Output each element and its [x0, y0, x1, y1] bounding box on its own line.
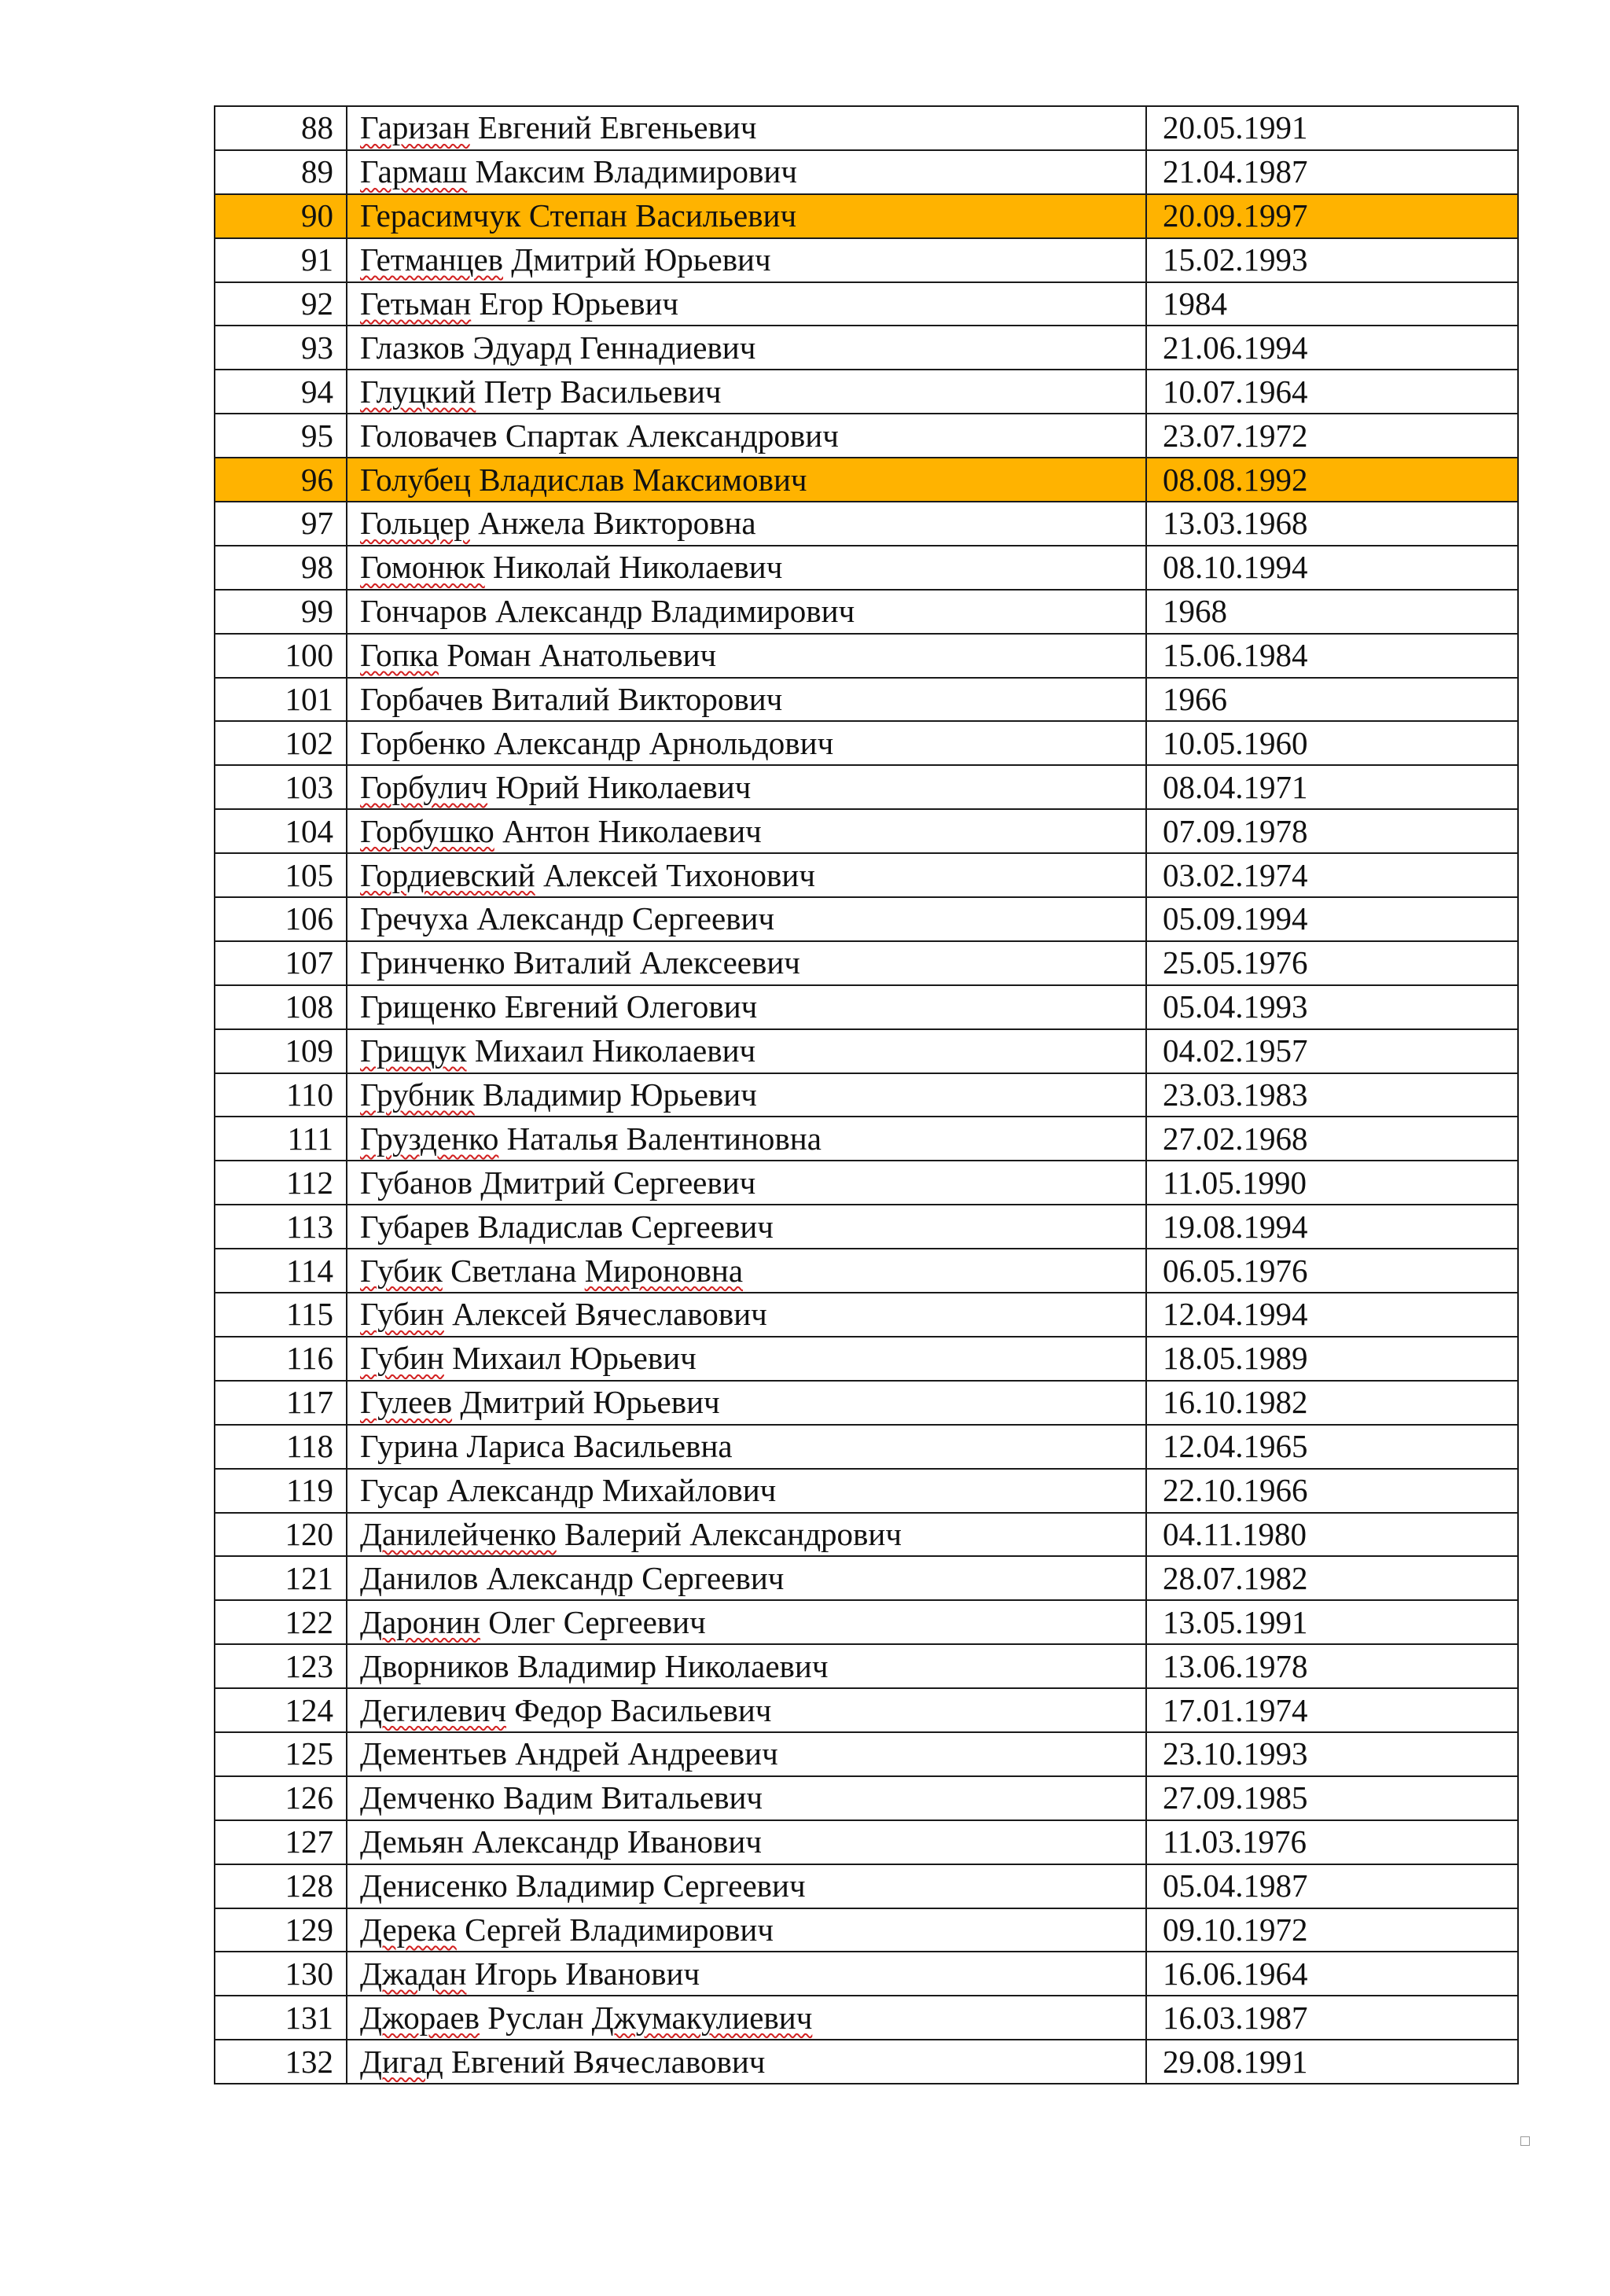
surname: Дегилевич [360, 1691, 507, 1728]
row-number: 116 [215, 1337, 347, 1381]
person-name-cell [347, 1688, 1146, 1732]
birth-date-cell: 09.10.1972 [1146, 1908, 1518, 1952]
birth-date-cell: 29.08.1991 [1146, 2040, 1518, 2084]
birth-date-cell: 05.04.1987 [1146, 1864, 1518, 1908]
person-name-cell [347, 2040, 1146, 2084]
surname: Гринченко [360, 944, 505, 981]
surname: Грищенко [360, 988, 497, 1025]
table-row [215, 634, 1518, 678]
birth-date-cell: 1966 [1146, 678, 1518, 722]
birth-date-cell: 20.09.1997 [1146, 194, 1518, 238]
table-row [215, 194, 1518, 238]
table-row [215, 1556, 1518, 1600]
given-names: Егор Юрьевич [471, 285, 679, 322]
surname: Герасимчук [360, 197, 521, 234]
person-name-cell [347, 458, 1146, 502]
birth-date-cell: 21.06.1994 [1146, 326, 1518, 370]
table-row [215, 1205, 1518, 1249]
surname: Горбулич [360, 768, 488, 805]
table-row [215, 414, 1518, 458]
row-number: 101 [215, 678, 347, 722]
person-name-cell [347, 106, 1146, 150]
person-name-cell [347, 1029, 1146, 1073]
row-number: 119 [215, 1469, 347, 1513]
row-number: 117 [215, 1381, 347, 1425]
person-name-cell [347, 721, 1146, 765]
surname: Горбушко [360, 812, 494, 849]
table-row [215, 1732, 1518, 1776]
person-name-cell [347, 1600, 1146, 1644]
birth-date-cell: 22.10.1966 [1146, 1469, 1518, 1513]
row-number: 127 [215, 1820, 347, 1864]
birth-date-cell: 11.03.1976 [1146, 1820, 1518, 1864]
row-number: 132 [215, 2040, 347, 2084]
surname: Даронин [360, 1603, 480, 1640]
birth-date-cell: 11.05.1990 [1146, 1161, 1518, 1205]
surname: Горбачев [360, 681, 483, 718]
given-names: Александр Иванович [464, 1823, 762, 1860]
table-row [215, 282, 1518, 326]
person-name-cell [347, 678, 1146, 722]
row-number: 109 [215, 1029, 347, 1073]
table-row [215, 1073, 1518, 1117]
table-row [215, 1908, 1518, 1952]
surname: Головачев [360, 417, 498, 454]
table-row [215, 765, 1518, 809]
patronymic-flagged: Мироновна [584, 1252, 744, 1289]
person-name-cell [347, 1732, 1146, 1776]
row-number: 95 [215, 414, 347, 458]
given-names: Евгений Евгеньевич [469, 109, 757, 146]
surname: Демченко [360, 1779, 495, 1816]
given-names: Алексей Тихонович [535, 856, 815, 893]
table-row [215, 502, 1518, 546]
table-row [215, 985, 1518, 1029]
given-names: Наталья Валентиновна [498, 1120, 822, 1157]
row-number: 92 [215, 282, 347, 326]
birth-date-cell: 19.08.1994 [1146, 1205, 1518, 1249]
row-number: 118 [215, 1425, 347, 1469]
person-name-cell [347, 282, 1146, 326]
birth-date-cell: 08.10.1994 [1146, 546, 1518, 590]
person-name-cell [347, 238, 1146, 282]
row-number: 98 [215, 546, 347, 590]
person-name-cell [347, 502, 1146, 546]
given-names: Дмитрий Сергеевич [472, 1164, 756, 1201]
birth-date-cell: 28.07.1982 [1146, 1556, 1518, 1600]
given-names: Алексей Вячеславович [443, 1296, 767, 1333]
table-resize-handle-icon[interactable] [1520, 2136, 1530, 2146]
row-number: 89 [215, 150, 347, 194]
birth-date-cell: 16.06.1964 [1146, 1952, 1518, 1996]
given-names: Александр Сергеевич [469, 900, 775, 937]
surname: Дерека [360, 1911, 457, 1948]
given-names: Федор Васильевич [506, 1691, 772, 1728]
person-name-cell [347, 1644, 1146, 1688]
person-name-cell [347, 194, 1146, 238]
surname: Джадан [360, 1955, 467, 1992]
row-number: 99 [215, 590, 347, 634]
table-row [215, 590, 1518, 634]
person-name-cell [347, 634, 1146, 678]
person-name-cell [347, 370, 1146, 414]
person-name-cell [347, 1908, 1146, 1952]
given-names: Владислав Сергеевич [469, 1208, 774, 1245]
surname: Губин [360, 1296, 444, 1333]
person-name-cell [347, 590, 1146, 634]
person-name-cell [347, 1249, 1146, 1293]
surname: Губин [360, 1340, 444, 1377]
given-names: Виталий Алексеевич [505, 944, 800, 981]
given-names: Александр Владимирович [487, 593, 855, 630]
row-number: 130 [215, 1952, 347, 1996]
birth-date-cell: 12.04.1965 [1146, 1425, 1518, 1469]
table-row [215, 150, 1518, 194]
row-number: 125 [215, 1732, 347, 1776]
given-names: Светлана [442, 1252, 585, 1289]
given-names: Вадим Витальевич [494, 1779, 763, 1816]
person-name-cell [347, 1205, 1146, 1249]
row-number: 112 [215, 1161, 347, 1205]
row-number: 114 [215, 1249, 347, 1293]
birth-date-cell: 23.03.1983 [1146, 1073, 1518, 1117]
birth-date-cell: 13.03.1968 [1146, 502, 1518, 546]
person-name-cell [347, 546, 1146, 590]
table-row [215, 1776, 1518, 1820]
surname: Дворников [360, 1647, 509, 1684]
row-number: 128 [215, 1864, 347, 1908]
table-row [215, 1337, 1518, 1381]
person-name-cell [347, 150, 1146, 194]
given-names: Михаил Николаевич [466, 1032, 756, 1069]
person-name-cell [347, 1556, 1146, 1600]
table-row [215, 546, 1518, 590]
table-row [215, 1600, 1518, 1644]
surname: Гончаров [360, 593, 487, 630]
surname: Грузденко [360, 1120, 499, 1157]
table-row [215, 1820, 1518, 1864]
given-names: Виталий Викторович [483, 681, 783, 718]
surname: Гетманцев [360, 241, 503, 278]
surname: Демьян [360, 1823, 465, 1860]
row-number: 129 [215, 1908, 347, 1952]
person-name-cell [347, 897, 1146, 941]
surname: Гольцер [360, 505, 470, 542]
given-names: Михаил Юрьевич [443, 1340, 697, 1377]
given-names: Спартак Александрович [497, 417, 839, 454]
birth-date-cell: 21.04.1987 [1146, 150, 1518, 194]
person-name-cell [347, 1161, 1146, 1205]
table-row [215, 1952, 1518, 1996]
given-names: Александр Арнольдович [485, 724, 834, 761]
person-name-cell [347, 1073, 1146, 1117]
given-names: Антон Николаевич [494, 812, 762, 849]
surname: Данилейченко [360, 1515, 557, 1552]
birth-date-cell: 12.04.1994 [1146, 1293, 1518, 1337]
row-number: 108 [215, 985, 347, 1029]
birth-date-cell: 13.05.1991 [1146, 1600, 1518, 1644]
birth-date-cell: 27.09.1985 [1146, 1776, 1518, 1820]
person-name-cell [347, 941, 1146, 985]
row-number: 124 [215, 1688, 347, 1732]
birth-date-cell: 10.07.1964 [1146, 370, 1518, 414]
given-names: Дмитрий Юрьевич [503, 241, 771, 278]
table-row [215, 1688, 1518, 1732]
table-row [215, 1425, 1518, 1469]
row-number: 91 [215, 238, 347, 282]
surname: Горбенко [360, 724, 486, 761]
surname: Гармаш [360, 153, 468, 190]
surname: Глазков [360, 329, 465, 366]
surname: Губанов [360, 1164, 472, 1201]
given-names: Игорь Иванович [466, 1955, 700, 1992]
birth-date-cell: 23.10.1993 [1146, 1732, 1518, 1776]
given-names: Евгений Вячеславович [443, 2043, 766, 2080]
birth-date-cell: 1984 [1146, 282, 1518, 326]
surname: Гетьман [360, 285, 472, 322]
row-number: 100 [215, 634, 347, 678]
person-name-cell [347, 985, 1146, 1029]
birth-date-cell: 1968 [1146, 590, 1518, 634]
table-row [215, 1117, 1518, 1161]
person-name-cell [347, 1337, 1146, 1381]
given-names: Владимир Юрьевич [474, 1076, 757, 1113]
birth-date-cell: 05.04.1993 [1146, 985, 1518, 1029]
birth-date-cell: 06.05.1976 [1146, 1249, 1518, 1293]
surname: Голубец [360, 461, 471, 498]
given-names: Сергей Владимирович [456, 1911, 774, 1948]
birth-date-cell: 03.02.1974 [1146, 853, 1518, 897]
surname: Грубник [360, 1076, 475, 1113]
table-row [215, 326, 1518, 370]
given-names: Максим Владимирович [467, 153, 797, 190]
row-number: 110 [215, 1073, 347, 1117]
row-number: 93 [215, 326, 347, 370]
table-row [215, 853, 1518, 897]
birth-date-cell: 08.04.1971 [1146, 765, 1518, 809]
given-names: Владимир Николаевич [509, 1647, 829, 1684]
given-names: Степан Васильевич [520, 197, 797, 234]
row-number: 106 [215, 897, 347, 941]
surname: Гусар [360, 1472, 439, 1509]
birth-date-cell: 17.01.1974 [1146, 1688, 1518, 1732]
person-name-cell [347, 1513, 1146, 1557]
birth-date-cell: 18.05.1989 [1146, 1337, 1518, 1381]
given-names: Анжела Викторовна [469, 505, 756, 542]
given-names: Эдуард Геннадиевич [465, 329, 756, 366]
given-names: Петр Васильевич [476, 373, 722, 410]
surname: Джораев [360, 1999, 480, 2036]
table-row [215, 1029, 1518, 1073]
table-row [215, 1161, 1518, 1205]
birth-date-cell: 05.09.1994 [1146, 897, 1518, 941]
row-number: 103 [215, 765, 347, 809]
birth-date-cell: 20.05.1991 [1146, 106, 1518, 150]
surname: Дигад [360, 2043, 443, 2080]
given-names: Руслан [480, 1999, 592, 2036]
birth-date-cell: 27.02.1968 [1146, 1117, 1518, 1161]
person-name-cell [347, 1820, 1146, 1864]
roster-table [214, 105, 1519, 2084]
row-number: 104 [215, 809, 347, 853]
birth-date-cell: 08.08.1992 [1146, 458, 1518, 502]
row-number: 122 [215, 1600, 347, 1644]
birth-date-cell: 15.06.1984 [1146, 634, 1518, 678]
surname: Данилов [360, 1559, 479, 1596]
given-names: Николай Николаевич [484, 549, 783, 586]
person-name-cell [347, 1952, 1146, 1996]
surname: Глуцкий [360, 373, 476, 410]
given-names: Лариса Васильевна [458, 1428, 733, 1465]
given-names: Роман Анатольевич [439, 637, 717, 674]
table-row [215, 1469, 1518, 1513]
table-row [215, 941, 1518, 985]
birth-date-cell: 10.05.1960 [1146, 721, 1518, 765]
person-name-cell [347, 1117, 1146, 1161]
patronymic-flagged: Джумакулиевич [591, 1999, 813, 2036]
row-number: 113 [215, 1205, 347, 1249]
surname: Гулеев [360, 1384, 453, 1421]
table-row [215, 1381, 1518, 1425]
given-names: Евгений Олегович [496, 988, 758, 1025]
row-number: 111 [215, 1117, 347, 1161]
person-name-cell [347, 1425, 1146, 1469]
given-names: Александр Михайлович [439, 1472, 777, 1509]
surname: Губарев [360, 1208, 470, 1245]
given-names: Александр Сергеевич [478, 1559, 785, 1596]
person-name-cell [347, 1469, 1146, 1513]
row-number: 107 [215, 941, 347, 985]
birth-date-cell: 16.10.1982 [1146, 1381, 1518, 1425]
table-row [215, 897, 1518, 941]
row-number: 97 [215, 502, 347, 546]
surname: Грищук [360, 1032, 467, 1069]
birth-date-cell: 25.05.1976 [1146, 941, 1518, 985]
person-name-cell [347, 809, 1146, 853]
surname: Гурина [360, 1428, 459, 1465]
surname: Гречуха [360, 900, 469, 937]
table-row [215, 106, 1518, 150]
table-row [215, 1644, 1518, 1688]
surname: Гаризан [360, 109, 470, 146]
given-names: Дмитрий Юрьевич [452, 1384, 720, 1421]
person-name-cell [347, 326, 1146, 370]
table-row [215, 1513, 1518, 1557]
birth-date-cell: 16.03.1987 [1146, 1996, 1518, 2040]
birth-date-cell: 13.06.1978 [1146, 1644, 1518, 1688]
person-name-cell [347, 765, 1146, 809]
table-row [215, 678, 1518, 722]
row-number: 96 [215, 458, 347, 502]
row-number: 105 [215, 853, 347, 897]
birth-date-cell: 23.07.1972 [1146, 414, 1518, 458]
table-row [215, 1249, 1518, 1293]
birth-date-cell: 07.09.1978 [1146, 809, 1518, 853]
person-name-cell [347, 414, 1146, 458]
surname: Гомонюк [360, 549, 485, 586]
row-number: 126 [215, 1776, 347, 1820]
row-number: 131 [215, 1996, 347, 2040]
row-number: 120 [215, 1513, 347, 1557]
person-name-cell [347, 1996, 1146, 2040]
table-row [215, 809, 1518, 853]
row-number: 123 [215, 1644, 347, 1688]
given-names: Валерий Александрович [556, 1515, 902, 1552]
surname: Гопка [360, 637, 439, 674]
given-names: Владимир Сергеевич [507, 1867, 806, 1904]
row-number: 102 [215, 721, 347, 765]
person-name-cell [347, 853, 1146, 897]
birth-date-cell: 15.02.1993 [1146, 238, 1518, 282]
surname: Дементьев [360, 1735, 507, 1772]
roster-table-body [215, 106, 1518, 2084]
person-name-cell [347, 1864, 1146, 1908]
table-row [215, 1996, 1518, 2040]
table-row [215, 721, 1518, 765]
table-row [215, 458, 1518, 502]
given-names: Андрей Андреевич [506, 1735, 778, 1772]
given-names: Юрий Николаевич [487, 768, 752, 805]
given-names: Владислав Максимович [470, 461, 807, 498]
surname: Гордиевский [360, 856, 535, 893]
row-number: 94 [215, 370, 347, 414]
birth-date-cell: 04.11.1980 [1146, 1513, 1518, 1557]
table-row [215, 1864, 1518, 1908]
table-row [215, 238, 1518, 282]
table-row [215, 2040, 1518, 2084]
table-row [215, 370, 1518, 414]
birth-date-cell: 04.02.1957 [1146, 1029, 1518, 1073]
person-name-cell [347, 1381, 1146, 1425]
person-name-cell [347, 1293, 1146, 1337]
row-number: 115 [215, 1293, 347, 1337]
table-row [215, 1293, 1518, 1337]
given-names: Олег Сергеевич [480, 1603, 706, 1640]
surname: Губик [360, 1252, 443, 1289]
row-number: 90 [215, 194, 347, 238]
row-number: 121 [215, 1556, 347, 1600]
row-number: 88 [215, 106, 347, 150]
person-name-cell [347, 1776, 1146, 1820]
surname: Денисенко [360, 1867, 508, 1904]
